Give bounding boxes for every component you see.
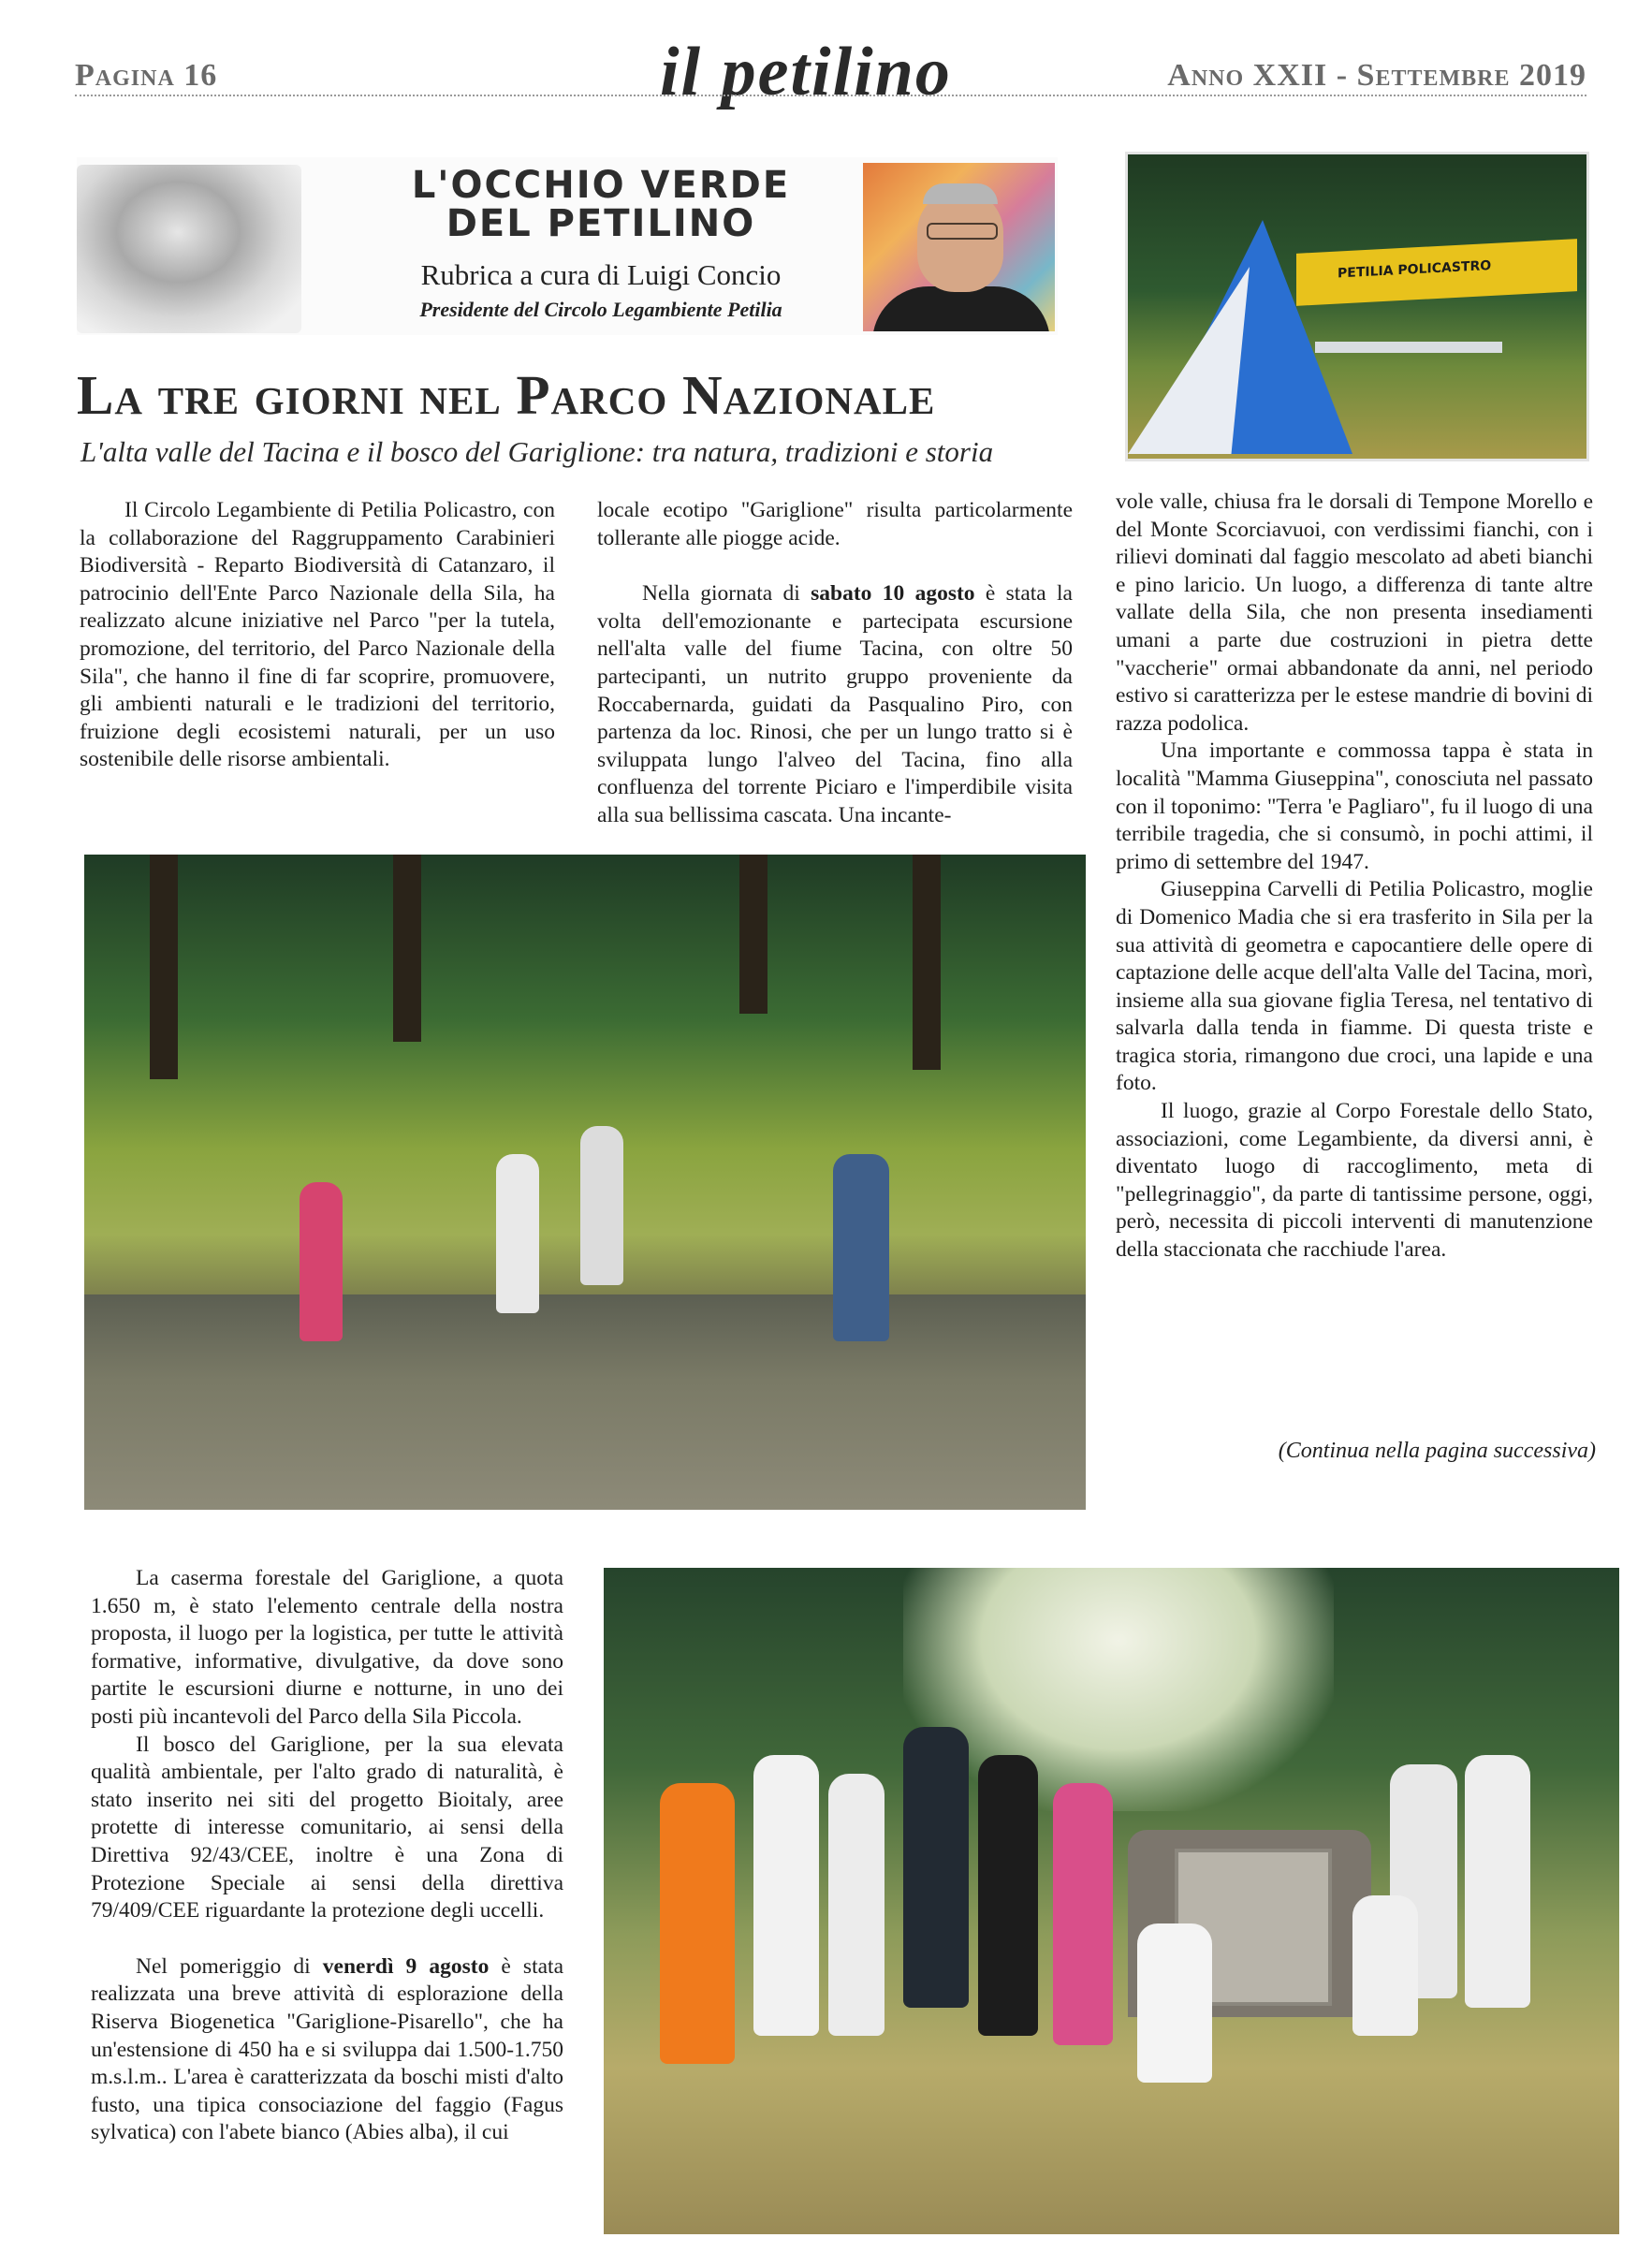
- article-column-4: [91, 1565, 563, 2147]
- paragraph: La caserma forestale del Gariglione, a quota 1.650 m, è stato l'elemento centrale della nostra proposta, il luogo per la logistica, per tutte le attività formative, informative, divulgative, da dove sono partite le escursioni diurne e notturne, in uno dei posti più incantevoli del Parco della Sila Piccola.: [91, 1566, 563, 1729]
- paragraph: [597, 580, 1073, 829]
- river-hikers-photo: [84, 855, 1086, 1510]
- rubrica-banner: [77, 157, 1058, 335]
- text-run: Nel pomeriggio di: [136, 1953, 323, 1979]
- person: [1137, 1923, 1212, 2083]
- person: [753, 1755, 819, 2036]
- paragraph: Una importante e commossa tappa è stata in località "Mamma Giuseppina", conosciuta nel passato con il toponimo: "Terra 'e Pagliaro", fu il luogo di una terribile tragedia, che si consumò, in pochi attimi, il primo di settembre del 1947.: [1116, 739, 1593, 874]
- paragraph: [91, 1953, 563, 2147]
- article-column-3: [1116, 489, 1593, 1265]
- hiker: [580, 1126, 623, 1285]
- text-run: Nella giornata di: [642, 581, 811, 607]
- banner-text: PETILIA POLICASTRO: [1338, 257, 1492, 282]
- person: [1053, 1783, 1113, 2045]
- legambiente-tent-photo: [1125, 152, 1589, 461]
- person: [828, 1774, 884, 2036]
- rubrica-title-line1: L'OCCHIO VERDE: [411, 164, 791, 207]
- author-role: Presidente del Circolo Legambiente Petilia: [419, 298, 782, 321]
- date-highlight: venerdì 9 agosto: [322, 1953, 490, 1979]
- paragraph: Il Circolo Legambiente di Petilia Policastro, con la collaborazione del Raggruppamento Carabinieri Biodiversità - Reparto Biodiversità di Catanzaro, il patrocinio dell'Ente Parco Nazionale della Sila, ha realizzato alcune iniziative nel Parco "per la tutela, promozione, del territorio, del Parco Nazionale della Sila", che hanno il fine di far scoprire, promuovere, gli ambienti naturali e le tradizioni del territorio, fruizione degli ecosistemi naturali, per un uso sostenibile delle risorse ambientali.: [80, 498, 555, 772]
- article-column-2: [597, 497, 1073, 830]
- group-photo-memorial: [604, 1568, 1619, 2234]
- page-number: Pagina 16: [75, 58, 218, 93]
- continued-note: (Continua nella pagina successiva): [1278, 1439, 1596, 1463]
- river: [84, 1294, 1086, 1510]
- person: [1352, 1895, 1418, 2036]
- paragraph: Giuseppina Carvelli di Petilia Policastro, moglie di Domenico Madia che si era trasferito in Sila per la sua attività di geometra e capocantiere delle opere di captazione delle acque dell'alta Valle del Tacina, morì, insieme alla sua giovane figlia Teresa, nel tentativo di salvarla dalla tenda in fiamme. Di questa triste e tragica storia, rimangono due croci, una lapide e una foto.: [1116, 877, 1594, 1096]
- hiker: [300, 1182, 343, 1341]
- person: [903, 1727, 969, 2008]
- hiker: [496, 1154, 539, 1313]
- table: [1315, 342, 1502, 353]
- person: [978, 1755, 1038, 2036]
- text-run: è stata la volta dell'emozionante e partecipata escursione nell'alta valle del fiume Tacina, con oltre 50 partecipanti, un nutrito gruppo proveniente da Roccabernarda, guidati da Pasqualino Piro, con partenza da loc. Rinosi, che per un lungo tratto si è sviluppata lungo l'alveo del Tacina, fino alla confluenza del torrente Piciaro e l'imperdibile visita alla sua bellissima cascata. Una incante-: [597, 581, 1073, 827]
- paragraph: Il bosco del Gariglione, per la sua elevata qualità ambientale, per l'alto grado di naturalità, è stato inserito nei siti del progetto Bioitaly, aree protette di interesse comunitario, ai sensi della Direttiva 92/43/CEE, inoltre è una Zona di Protezione Speciale ai sensi della direttiva 79/409/CEE riguardante la protezione degli uccelli.: [91, 1732, 563, 1923]
- paragraph: vole valle, chiusa fra le dorsali di Tempone Morello e del Monte Scorciavuoi, con verdissimi fianchi, con i rilievi dominati dal faggio mescolato ad abeti bianchi e pino laricio. Un luogo, a differenza di tante altre vallate della Sila, che non presenta insediamenti umani a parte due costruzioni in pietra dette "vaccherie" ormai abbandonate da anni, nel periodo estivo si caratterizza per le estese mandrie di bovini di razza podolica.: [1116, 490, 1593, 736]
- article-title: La tre giorni nel Parco Nazionale: [77, 364, 936, 426]
- person: [1465, 1755, 1530, 2008]
- legambiente-banner: [1296, 239, 1577, 306]
- author-portrait: [863, 163, 1055, 331]
- paragraph: Il luogo, grazie al Corpo Forestale dello Stato, associazioni, come Legambiente, da diversi anni, è diventato luogo di raccoglimento, meta di "pellegrinaggio", da parte di tantissime persone, oggi, però, necessita di piccoli interventi di manutenzione della staccionata che racchiude l'area.: [1116, 1099, 1593, 1263]
- stone-image: [77, 165, 301, 333]
- person: [660, 1783, 735, 2064]
- paragraph: locale ecotipo "Gariglione" risulta particolarmente tollerante alle piogge acide.: [597, 498, 1073, 550]
- date-highlight: sabato 10 agosto: [811, 581, 975, 607]
- article-column-1: [80, 497, 555, 774]
- hiker: [833, 1154, 889, 1341]
- rubrica-title-line2: DEL PETILINO: [446, 201, 756, 245]
- rubrica-title: [348, 164, 854, 245]
- article-subtitle: L'alta valle del Tacina e il bosco del Gariglione: tra natura, tradizioni e storia: [80, 435, 994, 468]
- issue-date: Anno XXII - Settembre 2019: [1167, 58, 1586, 93]
- rubrica-subtitle: Rubrica a cura di Luigi Concio: [420, 258, 782, 291]
- header-rule: [75, 95, 1586, 96]
- text-run: è stata realizzata una breve attività di esplorazione della Riserva Biogenetica "Gariglione-Pisarello", che ha un'estensione di 450 ha e si sviluppa dai 1.500-1.750 m.s.l.m.. L'area è caratterizzata da boschi misti d'alto fusto, una tipica consociazione del faggio (Fagus sylvatica) con l'abete bianco (Abies alba), il cui: [91, 1953, 563, 2145]
- newspaper-logo: il petilino: [660, 34, 952, 110]
